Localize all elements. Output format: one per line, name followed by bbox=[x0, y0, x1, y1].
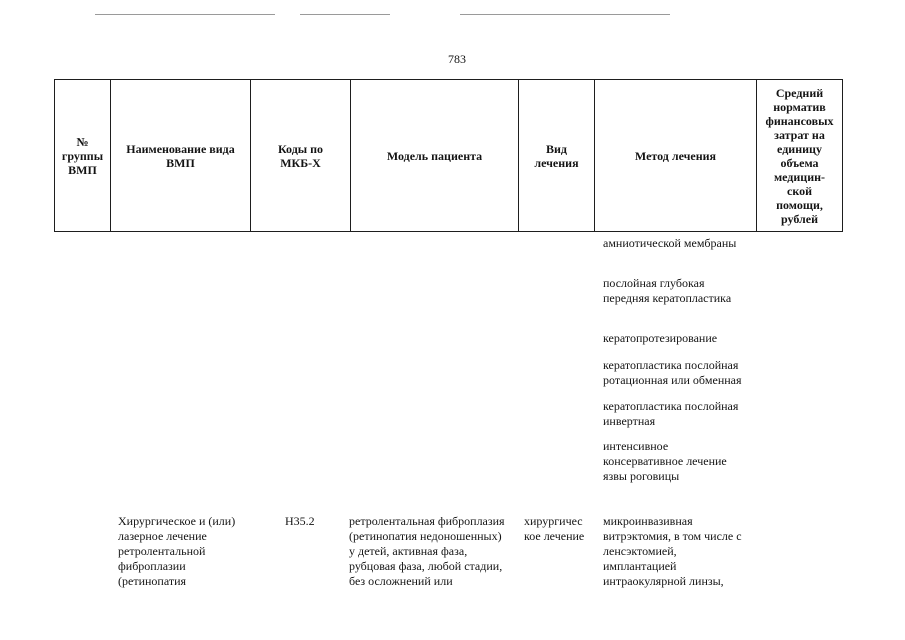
header-average-cost: Средний норматив финансовых затрат на единицу объема медицин- ской помощи, рублей bbox=[757, 80, 843, 232]
page-number: 783 bbox=[448, 52, 466, 66]
header-treatment-type: Вид лечения bbox=[519, 80, 595, 232]
scan-edge-top-mid bbox=[300, 14, 390, 15]
row-patient-model: ретролентальная фиброплазия (ретинопатия недоношенных) у детей, активная фаза, рубцовая фаза, любой стадии, без осложнений или bbox=[349, 514, 505, 588]
header-vmp-name: Наименование вида ВМП bbox=[111, 80, 251, 232]
method-item: амниотической мембраны bbox=[603, 236, 737, 250]
header-group-number: № группы ВМП bbox=[55, 80, 111, 232]
method-item: кератопротезирование bbox=[603, 331, 718, 345]
method-item: кератопластика послойная инвертная bbox=[603, 399, 739, 428]
header-patient-model: Модель пациента bbox=[351, 80, 519, 232]
method-item: послойная глубокая передняя кератопластика bbox=[603, 276, 732, 305]
row-treatment-method: микроинвазивная витрэктомия, в том числе с ленсэктомией, имплантацией интраокулярной линзы, bbox=[603, 514, 742, 588]
header-row bbox=[55, 80, 843, 232]
row-icd-code: H35.2 bbox=[285, 514, 315, 528]
scan-edge-top-left bbox=[95, 14, 275, 15]
method-item: интенсивное консервативное лечение язвы роговицы bbox=[603, 439, 727, 483]
header-icd-codes: Коды по МКБ-X bbox=[251, 80, 351, 232]
scan-edge-top-right bbox=[460, 14, 670, 15]
header-table bbox=[54, 79, 843, 232]
header-treatment-method: Метод лечения bbox=[595, 80, 757, 232]
row-treatment-type: хирургичес кое лечение bbox=[524, 514, 585, 543]
method-item: кератопластика послойная ротационная или обменная bbox=[603, 358, 742, 387]
row-vmp-name: Хирургическое и (или) лазерное лечение ретролентальной фиброплазии (ретинопатия bbox=[118, 514, 236, 588]
